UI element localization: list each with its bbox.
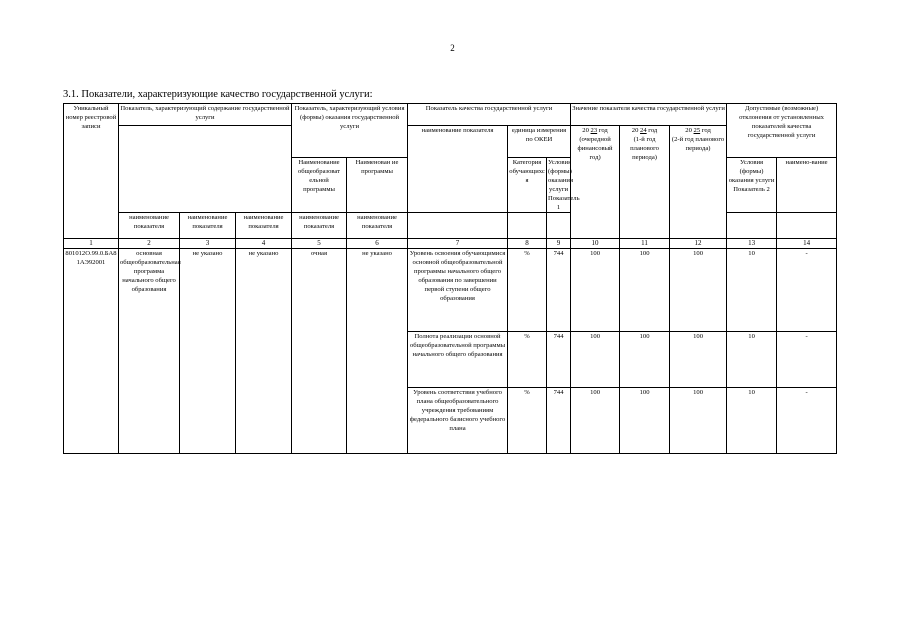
year-2024-suffix: год (648, 127, 658, 134)
quality-indicators-table (63, 103, 837, 454)
value-2024: 100 (620, 388, 670, 454)
value-2023: 100 (571, 332, 620, 388)
year-2024-prefix: 20 (631, 127, 639, 134)
year-2025-prefix: 20 (685, 127, 692, 134)
year-2023-value: 23 (590, 127, 598, 134)
indicator-unit: % (508, 388, 547, 454)
table-row (64, 249, 837, 332)
quality-indicator-header: Показатель качества государственной услуги (408, 104, 571, 126)
indicator-caption: наименование показателя (119, 213, 180, 239)
value-2024: 100 (620, 332, 670, 388)
condition-form-1: очная (292, 249, 347, 454)
sub-condition-1: Условия (формы) оказания услуги Показатель 1 (548, 159, 580, 211)
year-2024-value: 24 (640, 127, 647, 134)
deviation-percent: 10 (727, 388, 777, 454)
indicator-name-header: наименование показателя (408, 126, 508, 213)
indicator-code: 744 (547, 332, 571, 388)
sub-program-name: Наименование общеобразоват ельной программы (292, 158, 347, 213)
column-number: 3 (180, 239, 236, 249)
column-number: 14 (777, 239, 837, 249)
column-number: 4 (236, 239, 292, 249)
unit-name-header: наимено-вание (777, 158, 837, 213)
column-number: 8 (508, 239, 547, 249)
value-2025: 100 (670, 388, 727, 454)
student-category: не указано (236, 249, 292, 454)
indicator-caption: наименование показателя (180, 213, 236, 239)
deviation-absolute: - (777, 332, 837, 388)
registry-number-header: Уникальный номер реестровой записи (64, 104, 119, 239)
sub-condition-2: Условия (формы) оказания услуги Показатель 2 (727, 158, 777, 213)
condition-form-2: не указано (347, 249, 408, 454)
deviation-percent: 10 (727, 332, 777, 388)
column-number: 6 (347, 239, 408, 249)
value-2023: 100 (571, 388, 620, 454)
indicator-code: 744 (547, 249, 571, 332)
indicator-unit: % (508, 249, 547, 332)
indicator-caption: наименование показателя (347, 213, 408, 239)
column-number: 9 (547, 239, 571, 249)
blank-cell (547, 213, 571, 239)
indicator-unit: % (508, 332, 547, 388)
year-2023-prefix: 20 (582, 127, 589, 134)
deviations-header: Допустимые (возможные) отклонения от установленных показателей качества государственной услуги (727, 104, 837, 158)
blank-cell (408, 213, 508, 239)
quality-values-header: Значение показателя качества государственной услуги (571, 104, 727, 126)
value-2024: 100 (620, 249, 670, 332)
column-number: 2 (119, 239, 180, 249)
unit-header: единица измерения по ОКЕИ (508, 126, 571, 158)
year-2025-note: (2-й год планового периода) (671, 136, 725, 152)
page-number: 2 (450, 43, 455, 53)
column-number: 11 (620, 239, 670, 249)
deviation-absolute: - (777, 388, 837, 454)
column-number: 12 (670, 239, 727, 249)
sub-category: Категория обучающихс я (508, 158, 547, 213)
value-2025: 100 (670, 249, 727, 332)
blank-cell (508, 213, 547, 239)
section-title: 3.1. Показатели, характеризующие качество государственной услуги: (63, 89, 373, 100)
year-2024-header (620, 126, 670, 239)
value-2025: 100 (670, 332, 727, 388)
year-2023-header (571, 126, 620, 239)
year-2023-note: (очередной финансовый год) (577, 136, 613, 161)
column-number: 7 (408, 239, 508, 249)
year-2025-header (670, 126, 727, 239)
column-number: 1 (64, 239, 119, 249)
sub-program-type: Наименован ие программы (347, 158, 408, 213)
indicator-name: Уровень соответствия учебного плана общеобразовательного учреждения требованиям федерального базисного учебного плана (408, 388, 508, 454)
column-number: 10 (571, 239, 620, 249)
indicator-caption: наименование показателя (236, 213, 292, 239)
conditions-indicator-header: Показатель, характеризующий условия (формы) оказания государственной услуги (292, 104, 408, 158)
indicator-name: Полнота реализации основной общеобразовательной программы начального общего образования (408, 332, 508, 388)
blank-cell (777, 213, 837, 239)
year-2023-suffix: год (598, 127, 608, 134)
content-indicator-blank (119, 126, 292, 213)
registry-number: 801012О.99.0.БА81АЭ92001 (64, 249, 119, 454)
indicator-caption: наименование показателя (292, 213, 347, 239)
year-2025-suffix: год (701, 127, 711, 134)
year-2025-value: 25 (693, 127, 701, 134)
content-indicator-header: Показатель, характеризующий содержание государственной услуги (119, 104, 292, 126)
deviation-absolute: - (777, 249, 837, 332)
value-2023: 100 (571, 249, 620, 332)
indicator-name: Уровень освоения обучающимися основной общеобразовательной программы начального общего образования по завершении первой ступени общего образования (408, 249, 508, 332)
program-type: не указано (180, 249, 236, 454)
year-2024-note: (1-й год планового периода) (630, 136, 659, 161)
program-name: основная общеобразовательная программа начального общего образования (119, 249, 180, 454)
column-number: 13 (727, 239, 777, 249)
indicator-code: 744 (547, 388, 571, 454)
blank-cell (727, 213, 777, 239)
column-number: 5 (292, 239, 347, 249)
deviation-percent: 10 (727, 249, 777, 332)
